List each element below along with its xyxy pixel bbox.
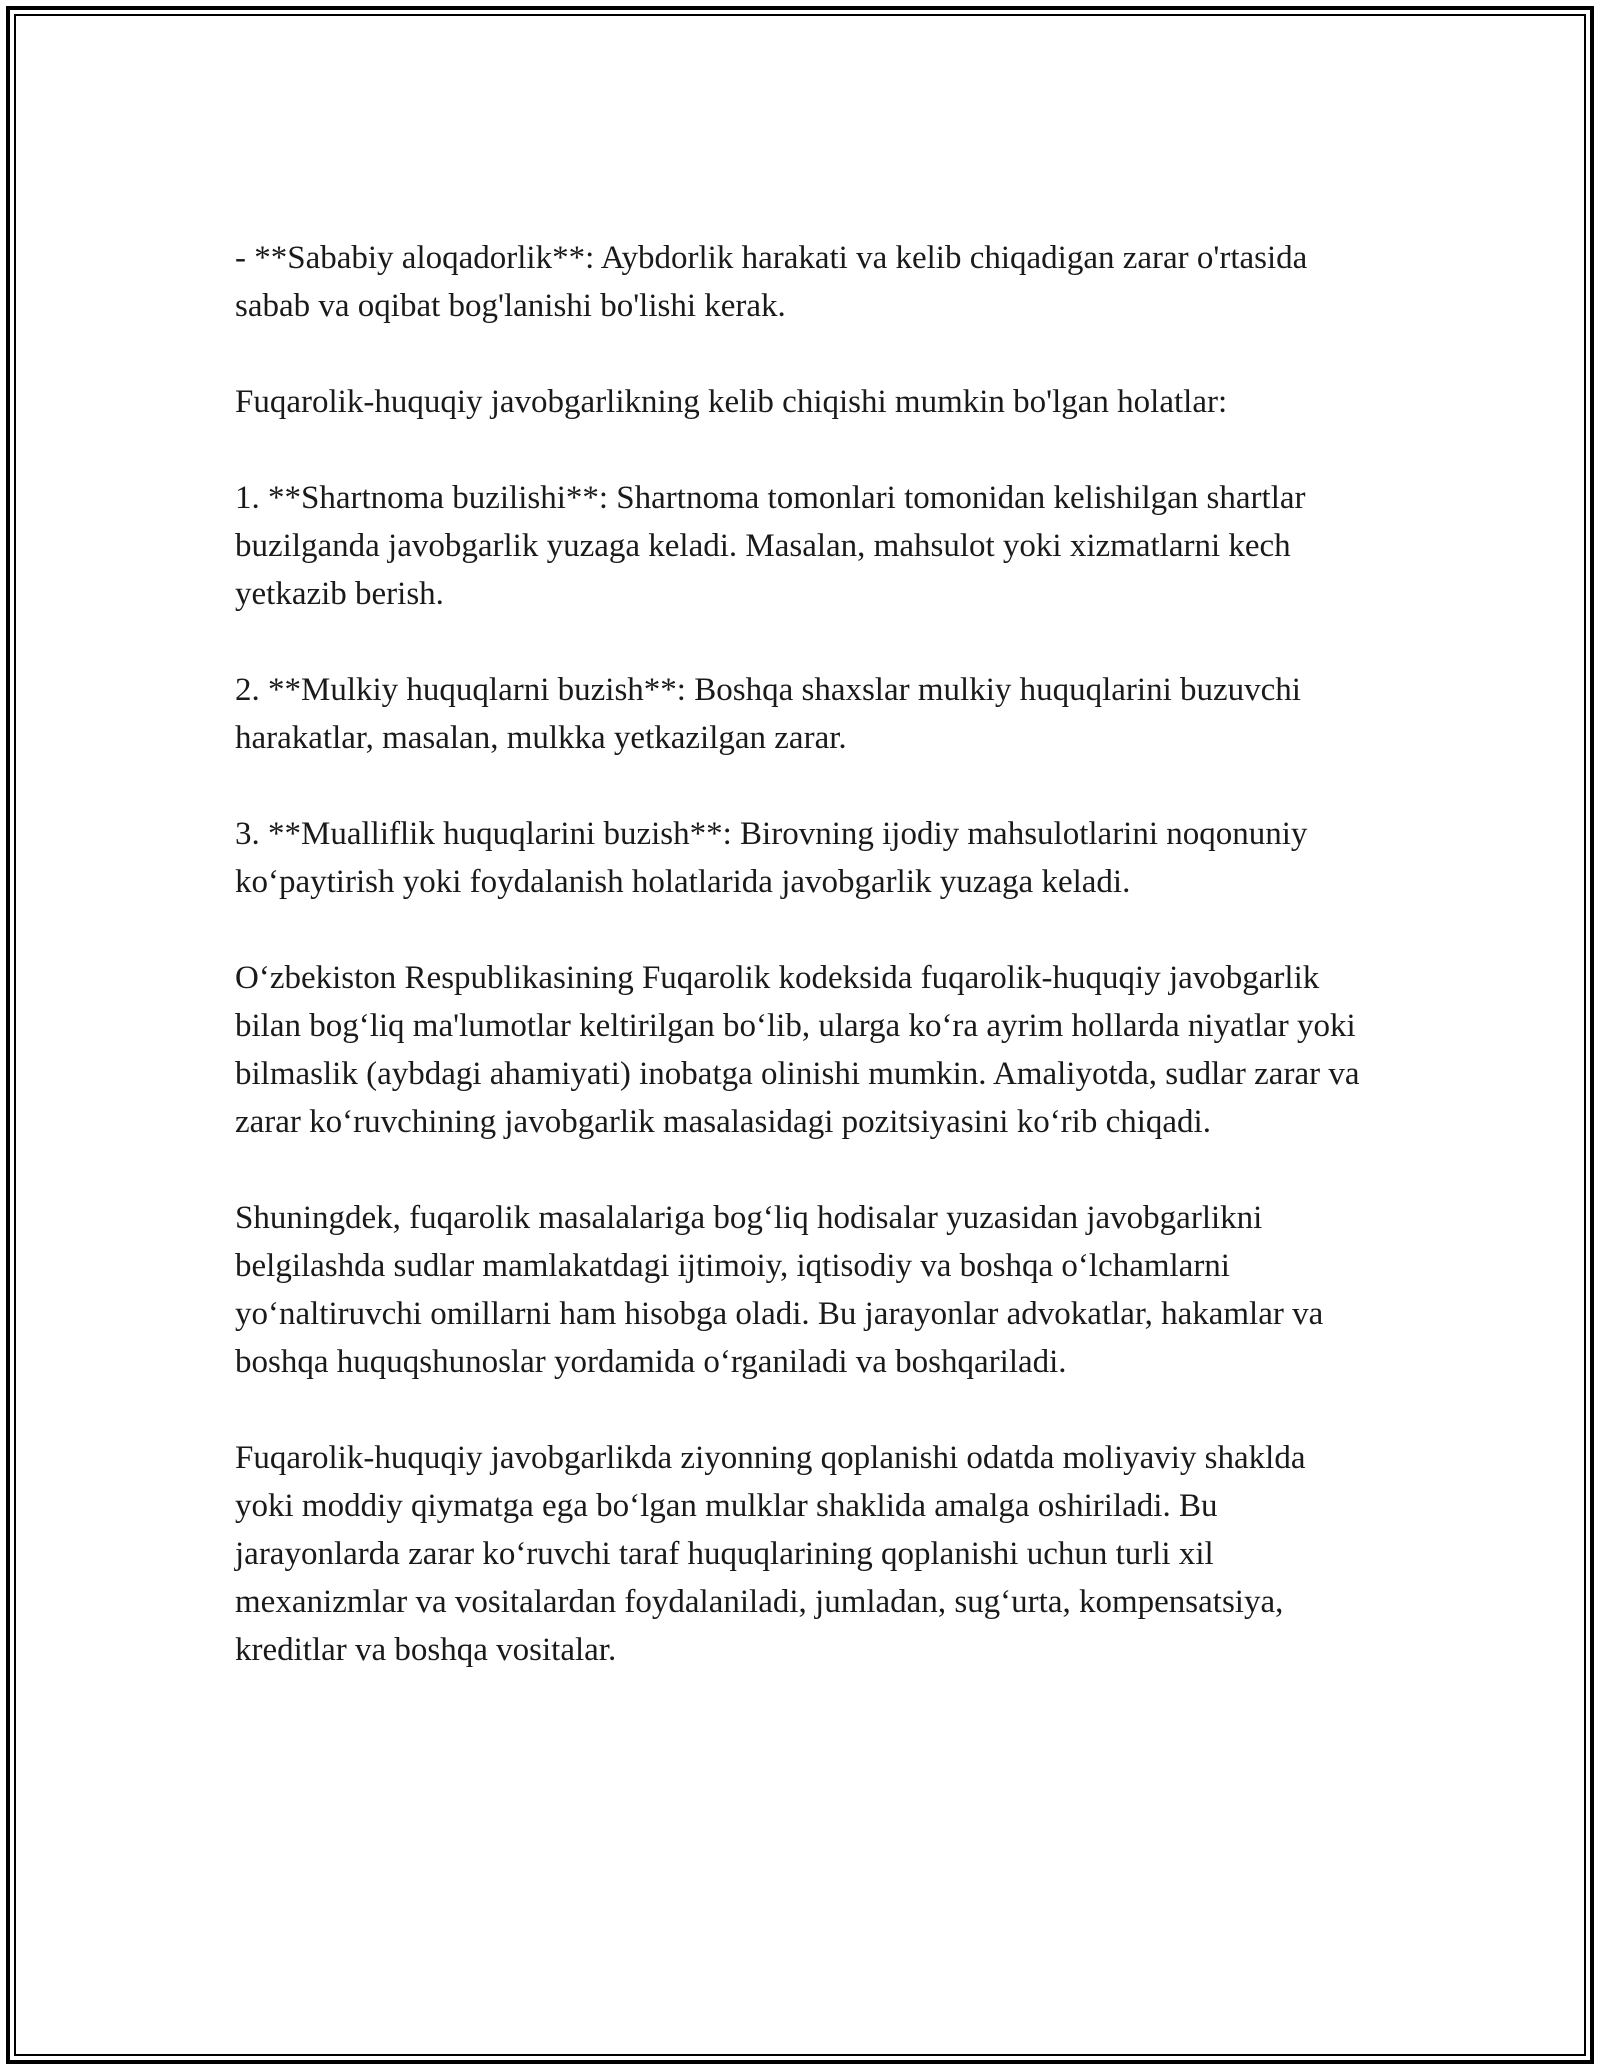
document-body [235, 234, 1370, 1674]
list-item-contract-breach: 1. **Shartnoma buzilishi**: Shartnoma tomonlari tomonidan kelishilgan shartlar buzilganda javobgarlik yuzaga keladi. Masalan, mahsulot yoki xizmatlarni kech yetkazib berish. [235, 480, 1306, 612]
paragraph-courts-factors: Shuningdek, fuqarolik masalalariga bog‘liq hodisalar yuzasidan javobgarlikni belgilashda sudlar mamlakatdagi ijtimoiy, iqtisodiy va boshqa o‘lchamlarni yo‘naltiruvchi omillarni ham hisobga oladi. Bu jarayonlar advokatlar, hakamlar va boshqa huquqshunoslar yordamida o‘rganiladi va boshqariladi. [235, 1200, 1324, 1380]
paragraph-cases-intro: Fuqarolik-huquqiy javobgarlikning kelib chiqishi mumkin bo'lgan holatlar: [235, 384, 1228, 420]
list-item-copyright: 3. **Mualliflik huquqlarini buzish**: Birovning ijodiy mahsulotlarini noqonuniy ko‘paytirish yoki foydalanish holatlarida javobgarlik yuzaga keladi. [235, 816, 1308, 900]
list-item-property-rights: 2. **Mulkiy huquqlarni buzish**: Boshqa shaxslar mulkiy huquqlarini buzuvchi harakatlar, masalan, mulkka yetkazilgan zarar. [235, 672, 1301, 756]
paragraph-causal-link: - **Sababiy aloqadorlik**: Aybdorlik harakati va kelib chiqadigan zarar o'rtasida sabab va oqibat bog'lanishi bo'lishi kerak. [235, 240, 1308, 324]
paragraph-compensation: Fuqarolik-huquqiy javobgarlikda ziyonning qoplanishi odatda moliyaviy shaklda yoki moddiy qiymatga ega bo‘lgan mulklar shaklida amalga oshiriladi. Bu jarayonlarda zarar ko‘ruvchi taraf huquqlarining qoplanishi uchun turli xil mexanizmlar va vositalardan foydalaniladi, jumladan, sug‘urta, kompensatsiya, kreditlar va boshqa vositalar. [235, 1440, 1306, 1668]
paragraph-civil-code: O‘zbekiston Respublikasining Fuqarolik kodeksida fuqarolik-huquqiy javobgarlik bilan bog‘liq ma'lumotlar keltirilgan bo‘lib, ularga ko‘ra ayrim hollarda niyatlar yoki bilmaslik (aybdagi ahamiyati) inobatga olinishi mumkin. Amaliyotda, sudlar zarar va zarar ko‘ruvchining javobgarlik masalasidagi pozitsiyasini ko‘rib chiqadi. [235, 960, 1360, 1140]
